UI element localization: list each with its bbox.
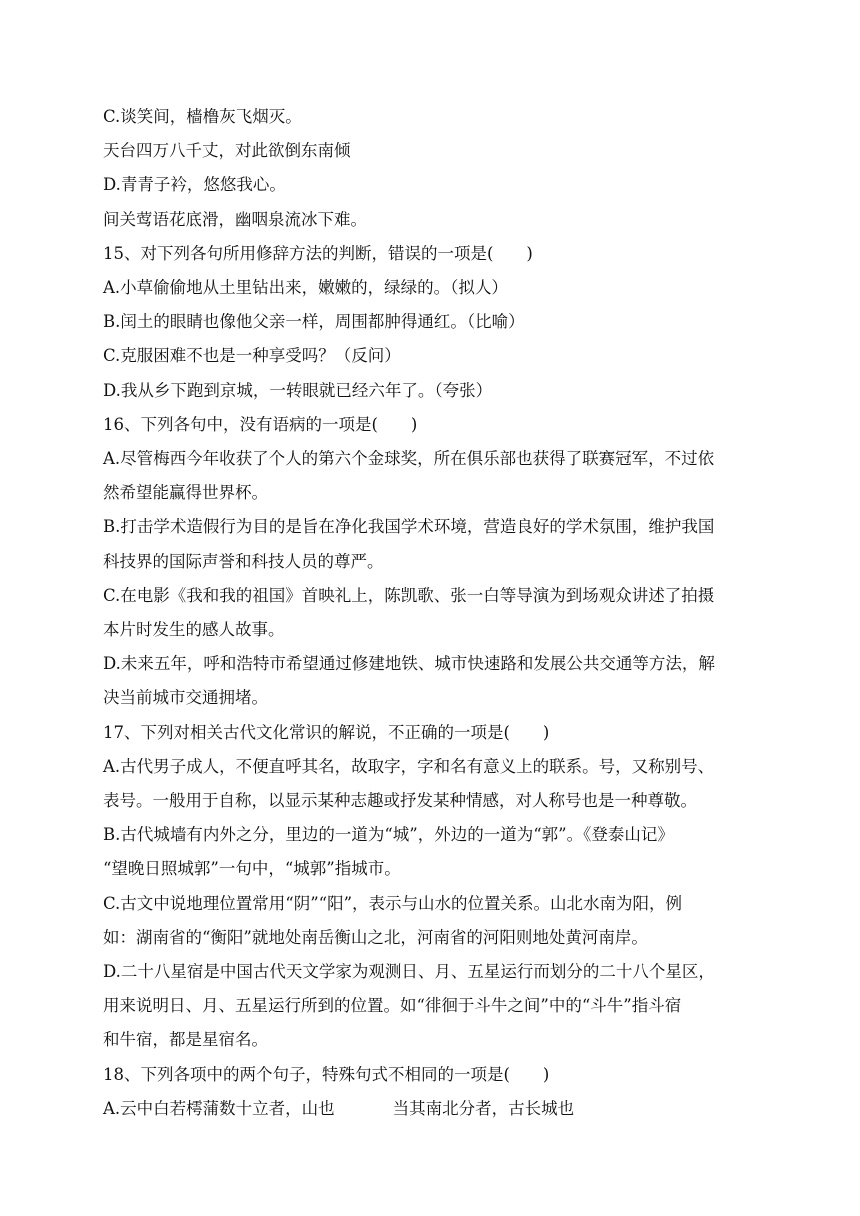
option-c-sentence-2: 天台四万八千丈，对此欲倒东南倾 <box>103 141 351 161</box>
question-16-option-a-cont: 然希望能赢得世界杯。 <box>103 483 268 503</box>
question-17-option-d: D.二十八星宿是中国古代天文学家为观测日、月、五星运行而划分的二十八个星区， <box>103 962 715 982</box>
question-17-stem: 17、下列对相关古代文化常识的解说，不正确的一项是( ) <box>103 722 550 742</box>
question-16-option-d-cont: 决当前城市交通拥堵。 <box>103 688 268 708</box>
question-15-option-b: B.闰土的眼睛也像他父亲一样，周围都肿得通红。（比喻） <box>103 312 525 332</box>
question-17-option-b: B.古代城墙有内外之分，里边的一道为“城”，外边的一道为“郭”。《登泰山记》 <box>103 825 674 845</box>
question-16-option-c-cont: 本片时发生的感人故事。 <box>103 620 285 640</box>
question-16-stem: 16、下列各句中，没有语病的一项是( ) <box>103 414 418 434</box>
question-15-option-a: A.小草偷偷地从土里钻出来，嫩嫩的，绿绿的。（拟人） <box>103 278 508 298</box>
question-17-option-c-cont: 如：湖南省的“衡阳”就地处南岳衡山之北，河南省的河阳则地处黄河南岸。 <box>103 927 648 947</box>
option-d-line: D.青青子衿，悠悠我心。 <box>103 175 286 195</box>
question-16-option-b: B.打击学术造假行为目的是旨在净化我国学术环境，营造良好的学术氛围，维护我国 <box>103 517 715 537</box>
question-17-option-a-cont: 表号。一般用于自称，以显示某种志趣或抒发某种情感，对人称号也是一种尊敬。 <box>103 791 697 811</box>
question-18-option-a-right: 当其南北分者，古长城也 <box>392 1098 575 1118</box>
question-17-option-d-cont-2: 和牛宿，都是星宿名。 <box>103 1030 268 1050</box>
option-d-sentence-2: 间关莺语花底滑，幽咽泉流冰下难。 <box>103 209 367 229</box>
question-16-option-d: D.未来五年，呼和浩特市希望通过修建地铁、城市快速路和发展公共交通等方法，解 <box>103 654 715 674</box>
question-15-stem: 15、对下列各句所用修辞方法的判断，错误的一项是( ) <box>103 243 533 263</box>
question-15-option-d: D.我从乡下跑到京城，一转眼就已经六年了。（夸张） <box>103 380 493 400</box>
question-16-option-a: A.尽管梅西今年收获了个人的第六个金球奖，所在俱乐部也获得了联赛冠军，不过依 <box>103 449 715 469</box>
question-17-option-c: C.古文中说地理位置常用“阴”“阳”，表示与山水的位置关系。山北水南为阳，例 <box>103 893 683 913</box>
question-16-option-b-cont: 科技界的国际声誉和科技人员的尊严。 <box>103 551 384 571</box>
question-18-stem: 18、下列各项中的两个句子，特殊句式不相同的一项是( ) <box>103 1064 550 1084</box>
question-17-option-b-cont: “望晚日照城郭”一句中，“城郭”指城市。 <box>103 859 401 879</box>
document-body <box>103 100 783 1126</box>
question-17-option-a: A.古代男子成人，不便直呼其名，故取字，字和名有意义上的联系。号，又称别号、 <box>103 756 715 776</box>
option-c-line: C.谈笑间，樯橹灰飞烟灭。 <box>103 107 302 126</box>
question-15-option-c: C.克服困难不也是一种享受吗？（反问） <box>103 346 401 366</box>
question-18-option-a <box>103 1092 783 1126</box>
question-18-option-a-left: A.云中白若樗蒲数十立者，山也 <box>103 1098 335 1118</box>
question-17-option-d-cont: 用来说明日、月、五星运行所到的位置。如“徘徊于斗牛之间”中的“斗牛”指斗宿 <box>103 996 682 1016</box>
question-16-option-c: C.在电影《我和我的祖国》首映礼上，陈凯歌、张一白等导演为到场观众讲述了拍摄 <box>103 585 715 605</box>
